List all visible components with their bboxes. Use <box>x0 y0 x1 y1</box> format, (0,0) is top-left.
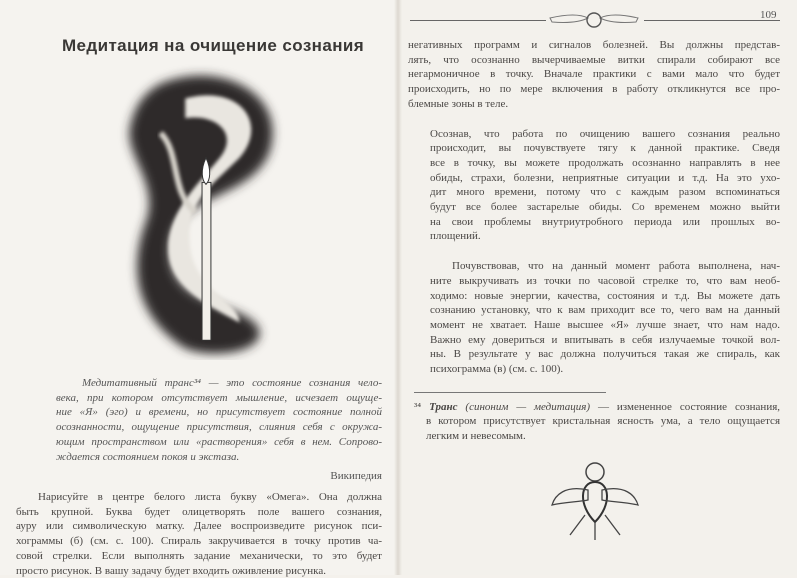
text-line: осознанности, ощущение присутствия, слияния себя с окружа- <box>56 421 382 434</box>
text-line: ните выкручивать из точки по часовой стрелке то, что вам необ- <box>430 274 780 287</box>
footnote-term: Транс <box>429 400 458 413</box>
text-line: все в точку, вы можете продолжать осознанно направлять в нее <box>430 156 780 169</box>
text-line: дит много времени, потому что с каждым разом вспоминаться <box>430 186 780 199</box>
scarab-ornament-icon <box>550 460 640 545</box>
text-line: лять, что осознанно вычерчиваемые витки спирали собирают все <box>408 53 780 66</box>
text-line: сознанию установку, что к вам приходит все то, чего вам на данный <box>430 304 780 317</box>
text-line: блемные зоны в теле. <box>408 97 509 110</box>
footnote-text: — измененное состояние сознания, <box>598 400 781 413</box>
meditation-illustration <box>100 64 310 360</box>
text-line: хограммы (б) (см. с. 100). Спираль закручивается в точку против ча- <box>16 535 382 548</box>
text-line: Почувствовав, что на данный момент работа выполнена, нач- <box>452 260 780 273</box>
text-line: ауру или символическую матку. Далее воспроизведите рисунок пси- <box>16 520 382 533</box>
text-line: негармоничное в точку. Вначале практики с вами мало что будет <box>408 68 780 81</box>
text-line: века, при котором отсутствует мышление, исчезает ощуще- <box>56 391 382 404</box>
footnote-line: в котором присутствует кристальная ясность ума, а тело ощущается <box>426 415 780 428</box>
page-number: 109 <box>760 9 777 21</box>
text-column <box>408 38 780 545</box>
footnote-rule <box>414 392 606 393</box>
text-line: психограмма (в) (см. с. 100). <box>430 363 564 376</box>
footnote <box>414 400 780 444</box>
text-line: ходимо: новые энергии, качества, состояния и т.д. Вы можете дать <box>430 289 780 302</box>
book-gutter <box>394 0 402 575</box>
footnote-line <box>414 400 780 415</box>
quote-source: Википедия <box>330 470 382 482</box>
text-line: Медитативный транс³⁴ — это состояние сознания чело- <box>82 377 382 389</box>
footnote-mark: ³⁴ <box>414 400 422 413</box>
text-line: негативных программ и сигналов болезней. Вы должны представ- <box>408 39 780 51</box>
text-line: Важно ему довериться и впитывать в себя излучаемые точкой вол- <box>430 333 780 346</box>
footnote-line: легким и невесомым. <box>426 430 526 443</box>
epigraph-quote <box>56 376 382 464</box>
text-line: ющим пространством или «растворения» себя в нем. Сопрово- <box>56 435 382 448</box>
text-line: площений. <box>430 230 481 243</box>
paragraph-3 <box>430 259 780 377</box>
text-line: происходить, но по мере включения в работу откликнутся все про- <box>408 83 780 96</box>
text-line: совой стрелки. Если выполнять задание механически, то это будет <box>16 549 382 562</box>
paragraph-1 <box>408 38 780 112</box>
header-rule-left <box>410 20 546 21</box>
text-line: быть крупной. Буква будет олицетворять поле вашего сознания, <box>16 505 382 518</box>
footnote-aside: (синоним — медитация) <box>465 400 591 413</box>
text-line: на свои проблемы внутриутробного периода или прошлых во- <box>430 215 780 228</box>
text-line: просто рисунок. В вашу задачу будет входить оживление рисунка. <box>16 564 326 577</box>
text-line: обиды, страхи, болезни, неприятные ситуации и т.д. На это ухо- <box>430 171 780 184</box>
text-line: ждается состоянием покоя и экстаза. <box>56 450 240 463</box>
text-line: ны. В результате у вас должна получиться такая же спираль, как <box>430 348 780 361</box>
chapter-title: Медитация на очищение сознания <box>62 36 365 55</box>
winged-ornament-icon <box>546 10 642 30</box>
text-line: момент не хватает. Наше высшее «Я» лучше знает, что нам надо. <box>430 318 780 331</box>
right-page <box>400 0 797 575</box>
left-page <box>0 0 396 575</box>
text-line: происходит, вы почувствуете тягу к данной практике. Сведя <box>430 142 780 155</box>
body-paragraph <box>16 490 382 578</box>
text-line: Осознав, что работа по очищению вашего сознания реально <box>430 127 780 140</box>
text-line: ние «Я» (эго) и времени, но присутствует состояние полной <box>56 406 382 419</box>
text-line: Нарисуйте в центре белого листа букву «Омега». Она должна <box>38 491 382 503</box>
paragraph-2 <box>430 127 780 245</box>
text-line: будут все более застарелые обиды. Со временем можно выйти <box>430 201 780 214</box>
